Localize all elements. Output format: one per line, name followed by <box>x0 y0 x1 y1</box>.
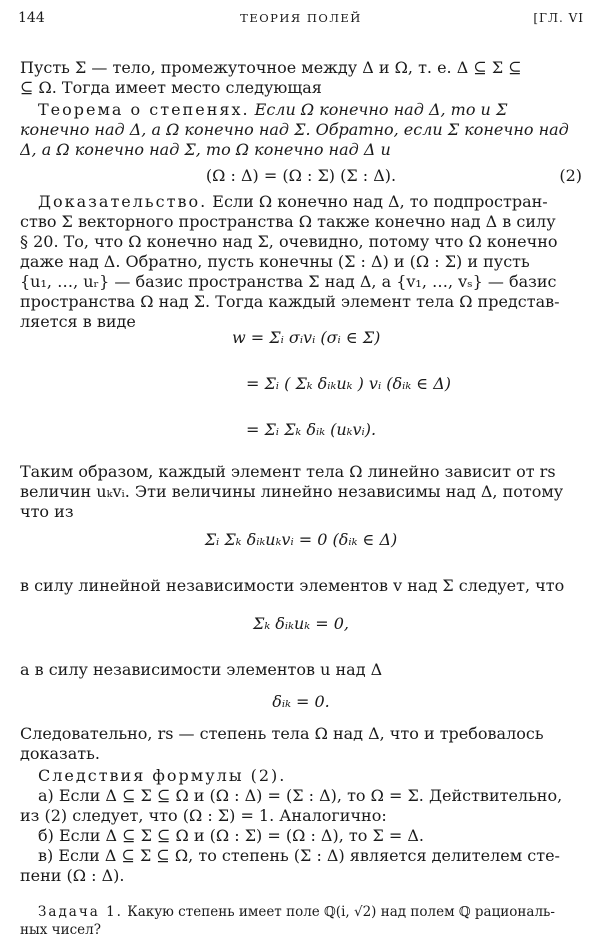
derivation-line: w = Σᵢ σᵢvᵢ (σᵢ ∈ Σ) <box>232 328 381 347</box>
proof-line: ство Σ векторного пространства Ω также конечно над Δ в силу <box>20 212 556 231</box>
derivation-line: = Σᵢ ( Σₖ δᵢₖuₖ ) vᵢ (δᵢₖ ∈ Δ) <box>246 374 451 393</box>
proof-label: Доказательство. <box>38 192 208 211</box>
formula-degree-product: (Ω : Δ) = (Ω : Σ) (Σ : Δ). <box>205 166 397 185</box>
theorem-label: Теорема о степенях. <box>38 100 250 119</box>
text-line: Таким образом, каждый элемент тела Ω линейно зависит от rs <box>20 462 556 481</box>
text-line: а в силу независимости элементов u над Δ <box>20 660 383 679</box>
proof-text: Если Ω конечно над Δ, то подпростран- <box>212 192 548 211</box>
corollary-line: пени (Ω : Δ). <box>20 866 125 885</box>
corollaries-heading: Следствия формулы (2). <box>38 766 287 785</box>
proof-line <box>38 192 582 212</box>
text-line: что из <box>20 502 74 521</box>
proof-line: {u₁, …, uᵣ} — базис пространства Σ над Δ, а {v₁, …, vₛ} — базис <box>20 272 557 291</box>
text-line: ⊆ Ω. Тогда имеет место следующая <box>20 78 322 97</box>
theorem-line: конечно над Δ, а Ω конечно над Σ. Обратно, если Σ конечно над <box>20 120 569 139</box>
formula-sum: Σₖ δᵢₖuₖ = 0, <box>253 614 349 633</box>
proof-line: § 20. То, что Ω конечно над Σ, очевидно, потому что Ω конечно <box>20 232 558 251</box>
theorem-line <box>38 100 582 120</box>
corollary-line: б) Если Δ ⊆ Σ ⊆ Ω и (Ω : Σ) = (Ω : Δ), то Σ = Δ. <box>38 826 424 845</box>
exercise-line: ных чисел? <box>20 922 101 938</box>
text-line: доказать. <box>20 744 100 763</box>
running-title: ТЕОРИЯ ПОЛЕЙ <box>240 11 362 25</box>
formula-independence: Σᵢ Σₖ δᵢₖuₖvᵢ = 0 (δᵢₖ ∈ Δ) <box>204 530 398 549</box>
corollary-line: из (2) следует, что (Ω : Σ) = 1. Аналогично: <box>20 806 387 825</box>
text-line: величин uₖvᵢ. Эти величины линейно независимы над Δ, потому <box>20 482 564 501</box>
theorem-line: Δ, а Ω конечно над Σ, то Ω конечно над Δ и <box>20 140 391 159</box>
text-line: Следовательно, rs — степень тела Ω над Δ, что и требовалось <box>20 724 544 743</box>
theorem-statement: Если Ω конечно над Δ, то и Σ <box>254 100 508 119</box>
formula-zero: δᵢₖ = 0. <box>272 692 330 711</box>
proof-line: даже над Δ. Обратно, пусть конечны (Σ : Δ) и (Ω : Σ) и пусть <box>20 252 530 271</box>
exercise-line <box>38 902 582 922</box>
derivation-line: = Σᵢ Σₖ δᵢₖ (uₖvᵢ). <box>246 420 377 439</box>
exercise-label: Задача 1. <box>38 904 123 920</box>
page-header <box>18 10 584 32</box>
corollary-line: в) Если Δ ⊆ Σ ⊆ Ω, то степень (Σ : Δ) является делителем сте- <box>38 846 560 865</box>
page-number: 144 <box>18 10 45 26</box>
proof-line: ляется в виде <box>20 312 136 331</box>
text-line: Пусть Σ — тело, промежуточное между Δ и Ω, т. е. Δ ⊆ Σ ⊆ <box>20 58 522 77</box>
text-line: в силу линейной независимости элементов v над Σ следует, что <box>20 576 565 595</box>
exercise-text: Какую степень имеет поле ℚ(i, √2) над полем ℚ рациональ- <box>127 904 555 920</box>
proof-line: пространства Ω над Σ. Тогда каждый элемент тела Ω представ- <box>20 292 560 311</box>
chapter-marker: [ГЛ. VI <box>533 11 584 25</box>
equation-number: (2) <box>559 166 582 185</box>
corollary-line: а) Если Δ ⊆ Σ ⊆ Ω и (Ω : Δ) = (Σ : Δ), то Ω = Σ. Действительно, <box>38 786 563 805</box>
